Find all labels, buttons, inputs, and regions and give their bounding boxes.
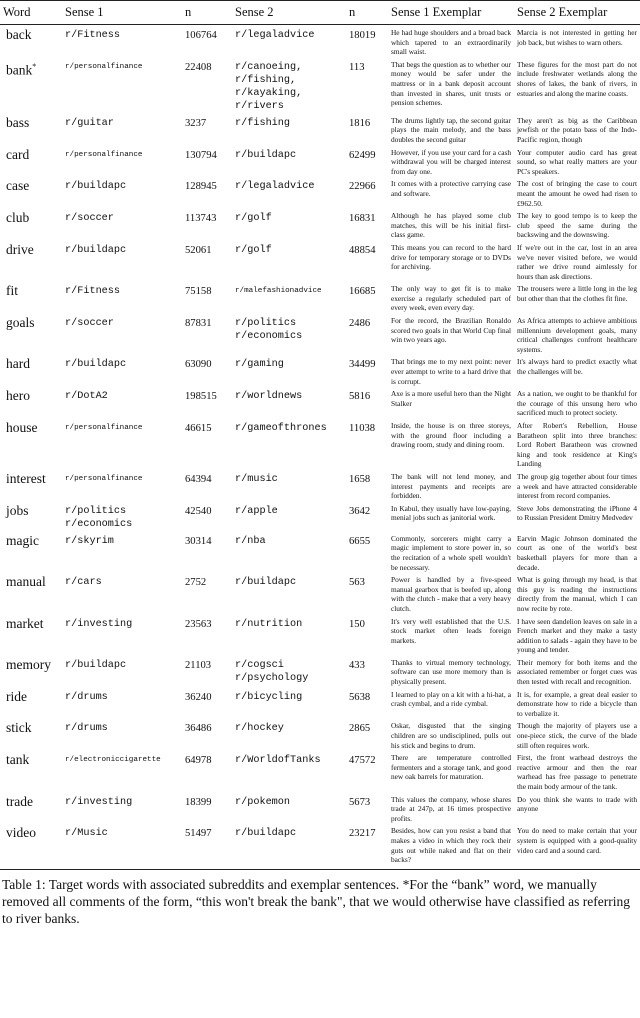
table-row — [0, 718, 640, 750]
sense-1-subreddit — [62, 208, 182, 240]
table-row — [0, 113, 640, 145]
sense-1-count: 75158 — [185, 286, 212, 298]
header-sense-2: Sense 2 — [232, 1, 346, 25]
target-word: hero — [6, 388, 30, 404]
subreddit-name: r/worldnews — [235, 391, 303, 403]
subreddit-name: r/investing — [65, 618, 133, 630]
sense-1-exemplar: Besides, how can you resist a band that makes a video in which they rock their guts out while naked and flat on their backs? — [388, 823, 514, 869]
sense-2-exemplar: The trousers were a little long in the leg but other than that the clothes fit fine. — [517, 284, 637, 303]
table-row — [0, 501, 640, 531]
subreddit-name: r/Music — [65, 828, 108, 840]
sense-1-exemplar: Inside, the house is on three storeys, with the ground floor including a drawing room, study and dining room. — [391, 421, 511, 450]
sense-2-count: 2865 — [349, 723, 371, 735]
table-row — [0, 792, 640, 824]
subreddit-name: r/legaladvice — [235, 181, 315, 193]
sense-2-exemplar: Your computer audio card has great sound, so what really matters are your PC's speakers. — [517, 147, 637, 176]
sense-2-subreddit — [232, 655, 346, 687]
subreddit-name: r/gaming — [235, 359, 284, 371]
sense-2-count: 5673 — [349, 796, 371, 808]
sense-1-subreddit — [62, 655, 182, 687]
sense-2-exemplar: They aren't as big as the Caribbean jewfish or the potato bass of the Indo-Pacific region, though — [517, 115, 637, 144]
sense-1-exemplar: The drums lightly tap, the second guitar plays the main melody, and the bass doubles the second guitar — [391, 115, 511, 144]
sense-2-exemplar: Marcia is not interested in getting her job back, but wishes to warn others. — [517, 28, 637, 47]
table-row — [0, 281, 640, 313]
sense-1-subreddit — [62, 572, 182, 613]
table-row — [0, 614, 640, 655]
sense-1-subreddit — [62, 531, 182, 572]
word-cell — [0, 313, 62, 354]
sense-2-count: 48854 — [349, 244, 376, 256]
sense-1-exemplar: Thanks to virtual memory technology, software can use more memory than is physically present. — [391, 657, 511, 687]
target-word: club — [6, 210, 30, 226]
table-row — [0, 57, 640, 113]
word-cell — [0, 501, 62, 531]
sense-2-exemplar: The cost of bringing the case to court meant the amount he owed had risen to £962.50. — [517, 179, 637, 208]
word-cell — [0, 687, 62, 719]
sense-1-exemplar: That begs the question as to whether our money would be safer under the mattress or in a bank deposit account than invested in shares, unit trusts or pension schemes. — [391, 59, 511, 108]
word-cell — [0, 281, 62, 313]
sense-2-subreddit — [232, 469, 346, 501]
word-cell — [0, 718, 62, 750]
sense-2-subreddit — [232, 572, 346, 613]
sense-2-subreddit — [232, 57, 346, 113]
sense-2-count: 18019 — [349, 30, 376, 41]
sense-1-subreddit — [62, 113, 182, 145]
header-n-2: n — [346, 1, 388, 25]
subreddit-name: r/skyrim — [65, 535, 114, 547]
target-word: goals — [6, 315, 35, 331]
sense-2-exemplar: The key to good tempo is to keep the club speed the same during the backswing and the downswing. — [517, 211, 637, 240]
sense-1-exemplar: I learned to play on a kit with a hi-hat, a crash cymbal, and a ride cymbal. — [391, 689, 511, 709]
sense-1-exemplar: In Kabul, they usually have low-paying, menial jobs such as janitorial work. — [391, 503, 511, 523]
subreddit-name: r/drums — [65, 723, 108, 735]
sense-2-subreddit — [232, 386, 346, 418]
sense-1-subreddit — [62, 354, 182, 386]
sense-1-count: 106764 — [185, 30, 217, 41]
subreddit-name: r/buildapc — [235, 149, 297, 161]
sense-1-count: 2752 — [185, 577, 207, 589]
sense-1-count: 3237 — [185, 117, 207, 129]
sense-2-count: 22966 — [349, 181, 376, 193]
sense-2-exemplar: The group gig together about four times a week and have attracted considerable interest from record companies. — [517, 471, 637, 501]
header-word: Word — [0, 1, 62, 25]
sense-1-subreddit — [62, 386, 182, 418]
sense-1-subreddit — [62, 792, 182, 824]
table-row — [0, 354, 640, 386]
sense-1-subreddit — [62, 240, 182, 281]
sense-1-subreddit — [62, 750, 182, 791]
target-word: market — [6, 615, 44, 631]
target-word: trade — [6, 793, 33, 809]
word-cell — [0, 113, 62, 145]
sense-1-exemplar: This values the company, whose shares trade at 247p, at 16 times prospective profits. — [391, 794, 511, 823]
subreddit-name: r/buildapc — [65, 181, 127, 193]
subreddit-name: r/golf — [235, 213, 272, 225]
sense-2-exemplar: I have seen dandelion leaves on sale in a French market and they make a tasty addition to salads - again they have to be young and tender. — [517, 616, 637, 655]
sense-1-subreddit — [62, 313, 182, 354]
target-word: fit — [6, 283, 18, 299]
subreddit-name: r/kayaking, — [235, 87, 303, 99]
sense-1-subreddit — [62, 823, 182, 869]
sense-1-subreddit — [62, 145, 182, 177]
sense-2-subreddit — [232, 531, 346, 572]
target-word: bank — [6, 62, 33, 78]
sense-2-exemplar: Do you think she wants to trade with anyone — [517, 794, 637, 814]
sense-1-subreddit — [62, 614, 182, 655]
sense-1-subreddit — [62, 418, 182, 469]
word-cell — [0, 386, 62, 418]
sense-2-exemplar: After Robert's Rebellion, House Baratheon split into three branches: Lord Robert Baratheon was crowned king and took residence at King's Landing — [517, 421, 637, 469]
subreddit-name: r/pokemon — [235, 796, 291, 808]
sense-2-exemplar: As a nation, we ought to be thankful for the courage of this unsung hero who sacrificed much to protect society. — [517, 389, 637, 418]
subreddit-name: r/WorldofTanks — [235, 755, 321, 767]
sense-1-count: 51497 — [182, 823, 232, 869]
subreddit-name: r/economics — [65, 518, 133, 530]
subreddit-name: r/psychology — [235, 672, 309, 684]
word-cell — [0, 572, 62, 613]
sense-2-exemplar: These figures for the most part do not include freshwater wetlands along the shores of lakes, the bank of rivers, in estuaries and along the marine coasts. — [517, 59, 637, 98]
sense-2-subreddit — [232, 823, 346, 869]
target-word: bass — [6, 114, 30, 130]
sense-2-count: 113 — [349, 61, 365, 73]
sense-1-exemplar: Axe is a more useful hero than the Night Stalker — [391, 389, 511, 408]
sense-1-count: 130794 — [185, 149, 217, 161]
sense-1-exemplar: It's very well established that the U.S. stock market often leads foreign markets. — [391, 616, 511, 645]
subreddit-name: r/buildapc — [235, 577, 297, 589]
table-row — [0, 418, 640, 469]
sense-2-exemplar: If we're out in the car, lost in an area we've never visited before, we would rather we drive round aimlessly for hours than ask directions. — [517, 242, 637, 281]
subreddit-name: r/rivers — [235, 100, 284, 112]
subreddit-name: r/legaladvice — [235, 30, 315, 41]
subreddit-name: r/music — [235, 473, 278, 485]
sense-2-count: 23217 — [346, 823, 388, 869]
subreddit-name: r/buildapc — [65, 659, 127, 671]
sense-1-count: 36240 — [185, 691, 212, 703]
sense-2-count: 2486 — [349, 318, 371, 330]
sense-1-exemplar: However, if you use your card for a cash withdrawal you will be charged interest from day one. — [391, 147, 511, 176]
sense-1-count: 128945 — [185, 181, 217, 193]
table-row — [0, 145, 640, 177]
sense-2-subreddit — [232, 281, 346, 313]
subreddit-name: r/golf — [235, 244, 272, 256]
subreddit-name: r/hockey — [235, 723, 284, 735]
target-word: video — [6, 825, 36, 841]
sense-2-count: 5638 — [349, 691, 371, 703]
subreddit-name: r/nba — [235, 535, 266, 547]
sense-2-subreddit — [232, 354, 346, 386]
target-word: house — [6, 420, 38, 435]
sense-1-count: 63090 — [185, 359, 212, 371]
table-row — [0, 25, 640, 57]
footnote-mark: * — [32, 61, 37, 71]
table-row — [0, 313, 640, 354]
sense-2-subreddit — [232, 501, 346, 531]
sense-1-count: 21103 — [185, 659, 212, 671]
sense-2-exemplar: Though the majority of players use a one-piece stick, the curve of the blade still often requires work. — [517, 721, 637, 750]
subreddit-name: r/nutrition — [235, 618, 303, 630]
sense-1-count: 18399 — [185, 796, 212, 808]
table-header-row — [0, 1, 640, 25]
subreddit-name: r/canoeing, — [235, 61, 303, 73]
subreddit-name: r/buildapc — [65, 244, 127, 256]
subreddit-name: r/politics — [235, 318, 297, 330]
table-row — [0, 750, 640, 791]
sense-2-count: 47572 — [349, 755, 376, 767]
subreddit-name: r/soccer — [65, 318, 114, 330]
target-word: magic — [6, 532, 39, 548]
sense-1-count: 87831 — [185, 318, 212, 330]
sense-2-subreddit — [232, 176, 346, 208]
subreddit-name: r/personalfinance — [65, 424, 143, 432]
sense-1-exemplar: Power is handled by a five-speed manual gearbox that is beefed up, along with the clutch - make that a very heavy clutch. — [391, 575, 511, 613]
sense-1-count: 64394 — [185, 473, 212, 485]
target-word: memory — [6, 656, 51, 672]
word-cell — [0, 823, 62, 869]
target-word: ride — [6, 688, 27, 704]
sense-2-count: 1658 — [349, 473, 371, 485]
sense-1-exemplar: Commonly, sorcerers might carry a magic implement to store power in, so the recitation of a whole spell wouldn't be necessary. — [391, 533, 511, 572]
sense-1-subreddit — [62, 57, 182, 113]
word-cell — [0, 208, 62, 240]
target-word: hard — [6, 356, 30, 372]
sense-2-subreddit — [232, 25, 346, 57]
sense-1-exemplar: Although he has played some club matches, this will be his initial first-class game. — [391, 211, 511, 240]
sense-1-count: 198515 — [185, 391, 217, 403]
subreddit-name: r/cars — [65, 577, 102, 589]
sense-2-exemplar: Their memory for both items and the associated remember or forget cues was then tested with recall and recognition. — [517, 657, 637, 687]
sense-2-exemplar: You do need to make certain that your system is equipped with a good-quality video card and a sound card. — [514, 823, 640, 869]
subreddit-name: r/politics — [65, 505, 127, 517]
subreddit-name: r/buildapc — [235, 828, 297, 840]
word-cell — [0, 354, 62, 386]
word-cell — [0, 57, 62, 113]
subreddit-name: r/Fitness — [65, 286, 121, 298]
table-body — [0, 25, 640, 870]
table-row — [0, 240, 640, 281]
sense-2-subreddit — [232, 313, 346, 354]
table-row — [0, 823, 640, 869]
sense-2-count: 150 — [349, 618, 365, 630]
sense-1-count: 46615 — [185, 423, 212, 434]
sense-2-count: 5816 — [349, 391, 371, 403]
header-sense-1: Sense 1 — [62, 1, 182, 25]
sense-2-subreddit — [232, 687, 346, 719]
sense-2-subreddit — [232, 792, 346, 824]
sense-1-subreddit — [62, 176, 182, 208]
sense-2-subreddit — [232, 145, 346, 177]
subreddit-name: r/personalfinance — [65, 474, 143, 483]
subreddit-name: r/fishing, — [235, 74, 297, 86]
sense-1-count: 36486 — [185, 723, 212, 735]
word-cell — [0, 792, 62, 824]
sense-2-count: 563 — [349, 577, 365, 589]
table-row — [0, 386, 640, 418]
sense-1-exemplar: That brings me to my next point: never ever attempt to write to a hard drive that is corrupt. — [391, 357, 511, 386]
word-cell — [0, 240, 62, 281]
word-cell — [0, 469, 62, 501]
subreddit-name: r/electroniccigarette — [65, 756, 161, 765]
table-row — [0, 531, 640, 572]
word-cell — [0, 145, 62, 177]
sense-1-exemplar: The bank will not lend money, and interest payments and receipts are forbidden. — [391, 471, 511, 501]
header-sense-1-exemplar: Sense 1 Exemplar — [388, 1, 514, 25]
sense-2-count: 1816 — [349, 117, 371, 129]
sense-2-subreddit — [232, 240, 346, 281]
sense-1-subreddit — [62, 25, 182, 57]
sense-1-exemplar: He had huge shoulders and a broad back which tapered to an extraordinarily small waist. — [391, 28, 511, 57]
target-word: back — [6, 27, 32, 42]
table-row — [0, 469, 640, 501]
sense-2-exemplar: First, the front warhead destroys the reactive armour and then the rear warhead has free passage to penetrate the main body armour of the tank. — [517, 753, 637, 791]
sense-1-count: 64978 — [185, 755, 212, 767]
subreddit-name: r/investing — [65, 796, 133, 808]
subreddit-name: r/apple — [235, 505, 278, 517]
table-row — [0, 176, 640, 208]
sense-1-subreddit — [62, 469, 182, 501]
word-cell — [0, 418, 62, 469]
sense-1-subreddit — [62, 281, 182, 313]
sense-2-count: 6655 — [349, 535, 371, 547]
subreddit-name: r/bicycling — [235, 691, 303, 703]
subreddit-name: r/drums — [65, 691, 108, 703]
sense-2-subreddit — [232, 113, 346, 145]
table-caption: Table 1: Target words with associated subreddits and exemplar sentences. *For the “bank” word, we manually removed all comments of the form, “this won't break the bank", that we would otherwise have classified as referring to river banks. — [2, 877, 630, 926]
word-cell — [0, 531, 62, 572]
sense-1-count: 113743 — [185, 213, 217, 225]
sense-2-count: 34499 — [349, 359, 376, 371]
sense-2-count: 62499 — [349, 149, 376, 161]
sense-2-count: 3642 — [349, 505, 371, 517]
sense-2-exemplar: What is going through my head, is that this guy is reading the instructions directly from the manual, which I can now recite by rote. — [517, 575, 637, 613]
target-word: manual — [6, 574, 46, 590]
target-word: interest — [6, 470, 46, 486]
subreddit-name: r/fishing — [235, 117, 291, 129]
word-cell — [0, 176, 62, 208]
sense-2-exemplar: Earvin Magic Johnson dominated the court as one of the world's best basketball players for more than a decade. — [517, 533, 637, 572]
sense-2-subreddit — [232, 418, 346, 469]
subreddit-name: r/malefashionadvice — [235, 287, 322, 296]
table-row — [0, 572, 640, 613]
header-sense-2-exemplar: Sense 2 Exemplar — [514, 1, 640, 25]
word-cell — [0, 25, 62, 57]
sense-2-subreddit — [232, 614, 346, 655]
subreddit-name: r/soccer — [65, 213, 114, 225]
header-n-1: n — [182, 1, 232, 25]
target-word: stick — [6, 720, 32, 736]
sense-2-exemplar: It is, for example, a great deal easier to demonstrate how to ride a bicycle than to verbalize it. — [517, 689, 637, 718]
target-word: card — [6, 146, 30, 162]
sense-2-exemplar: Steve Jobs demonstrating the iPhone 4 to Russian President Dmitry Medvedev — [517, 503, 637, 523]
sense-1-subreddit — [62, 718, 182, 750]
table-row — [0, 655, 640, 687]
target-word: tank — [6, 752, 30, 768]
word-cell — [0, 750, 62, 791]
sense-1-subreddit — [62, 687, 182, 719]
subreddit-name: r/Fitness — [65, 30, 121, 41]
word-cell — [0, 614, 62, 655]
sense-1-exemplar: It comes with a protective carrying case and software. — [391, 179, 511, 198]
sense-1-exemplar: Oskar, disgusted that the singing children are so undisciplined, pulls out his stick and begins to drum. — [391, 721, 511, 750]
subreddit-name: r/personalfinance — [65, 150, 143, 159]
sense-1-exemplar: This means you can record to the hard drive for temporary storage or to DVDs for archiving. — [391, 242, 511, 272]
subreddit-name: r/cogsci — [235, 659, 284, 671]
sense-1-count: 52061 — [185, 244, 212, 256]
sense-2-count: 16831 — [349, 213, 376, 225]
subreddit-name: r/buildapc — [65, 359, 127, 371]
subreddit-name: r/DotA2 — [65, 391, 108, 403]
target-word: case — [6, 178, 30, 194]
sense-2-subreddit — [232, 208, 346, 240]
subreddit-name: r/personalfinance — [65, 62, 143, 71]
sense-1-count: 22408 — [185, 61, 212, 73]
table-row — [0, 208, 640, 240]
target-word: drive — [6, 241, 34, 257]
subreddit-name: r/economics — [235, 331, 303, 343]
subreddit-name: r/guitar — [65, 117, 114, 129]
sense-2-count: 11038 — [349, 423, 376, 434]
sense-2-subreddit — [232, 718, 346, 750]
sense-2-count: 433 — [349, 659, 365, 671]
sense-2-count: 16685 — [349, 286, 376, 298]
sense-1-exemplar: The only way to get fit is to make exercise a regularly scheduled part of every week, even every day. — [391, 284, 511, 313]
sense-2-exemplar: It's always hard to predict exactly what the challenges will be. — [517, 357, 637, 377]
target-word: jobs — [6, 502, 29, 518]
subreddit-name: r/gameofthrones — [235, 423, 327, 434]
table-row — [0, 687, 640, 719]
word-cell — [0, 655, 62, 687]
sense-2-subreddit — [232, 750, 346, 791]
sense-1-count: 23563 — [185, 618, 212, 630]
sense-2-exemplar: As Africa attempts to achieve ambitious millennium development goals, many critical challenges confront healthcare systems. — [517, 316, 637, 354]
sense-1-exemplar: There are temperature controlled fermenters and a storage tank, and good new oak barrels for maturation. — [391, 753, 511, 782]
sense-1-count: 42540 — [185, 505, 212, 517]
sense-1-count: 30314 — [185, 535, 212, 547]
sense-1-subreddit — [62, 501, 182, 531]
sense-1-exemplar: For the record, the Brazilian Ronaldo scored two goals in that World Cup final win two years ago. — [391, 316, 511, 345]
